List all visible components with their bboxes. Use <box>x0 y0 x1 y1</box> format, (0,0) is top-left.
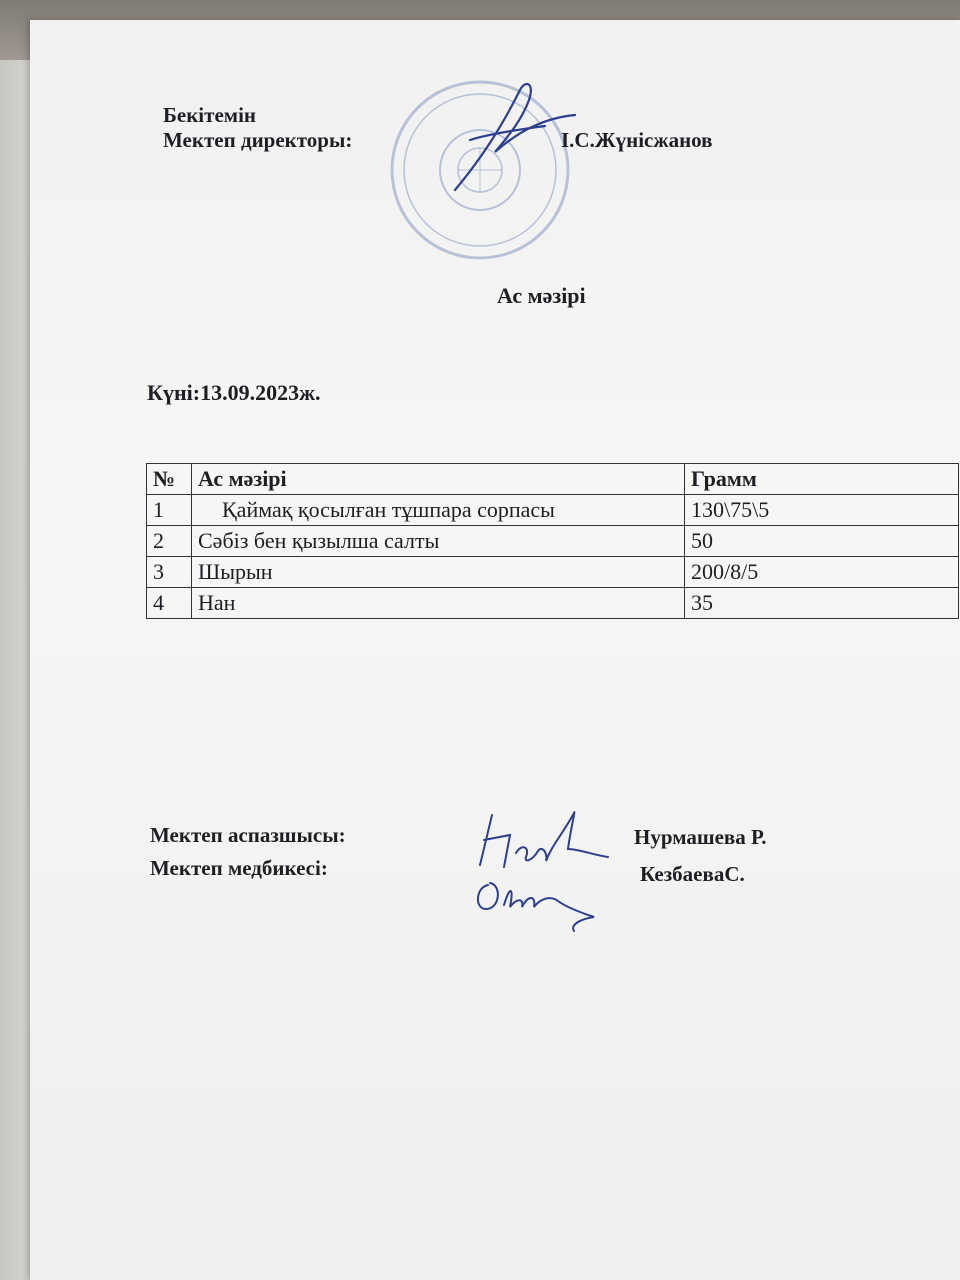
approve-word: Бекітемін <box>163 103 257 127</box>
header-grams: Грамм <box>685 464 959 495</box>
director-name: І.С.Жүнісжанов <box>561 128 713 152</box>
row-number: 2 <box>147 526 192 557</box>
cook-label: Мектеп аспазшысы: <box>150 823 346 847</box>
approval-block <box>163 103 352 153</box>
row-dish: Қаймақ қосылған тұшпара сорпасы <box>192 495 685 526</box>
menu-table <box>146 463 959 619</box>
header-dish: Ас мәзірі <box>192 464 685 495</box>
row-grams: 130\75\5 <box>685 495 959 526</box>
row-dish: Сәбіз бен қызылша салты <box>192 526 685 557</box>
table-row <box>147 526 959 557</box>
row-dish: Шырын <box>192 557 685 588</box>
table-row <box>147 495 959 526</box>
menu-date: Күні:13.09.2023ж. <box>147 380 321 405</box>
director-label: Мектеп директоры: <box>163 128 353 153</box>
nurse-signature-icon <box>470 865 610 935</box>
row-grams: 200/8/5 <box>685 557 959 588</box>
row-number: 3 <box>147 557 192 588</box>
row-grams: 35 <box>685 588 959 619</box>
row-number: 1 <box>147 495 192 526</box>
menu-title: Ас мәзірі <box>497 283 586 308</box>
table-row <box>147 557 959 588</box>
director-signature-icon <box>425 60 585 210</box>
row-grams: 50 <box>685 526 959 557</box>
table-header-row <box>147 464 959 495</box>
header-number: № <box>147 464 192 495</box>
row-dish: Нан <box>192 588 685 619</box>
cook-name: Нурмашева Р. <box>634 825 767 849</box>
row-number: 4 <box>147 588 192 619</box>
nurse-name: КезбаеваС. <box>640 862 745 886</box>
nurse-label: Мектеп медбикесі: <box>150 856 328 880</box>
table-row <box>147 588 959 619</box>
menu-document <box>30 20 960 1280</box>
